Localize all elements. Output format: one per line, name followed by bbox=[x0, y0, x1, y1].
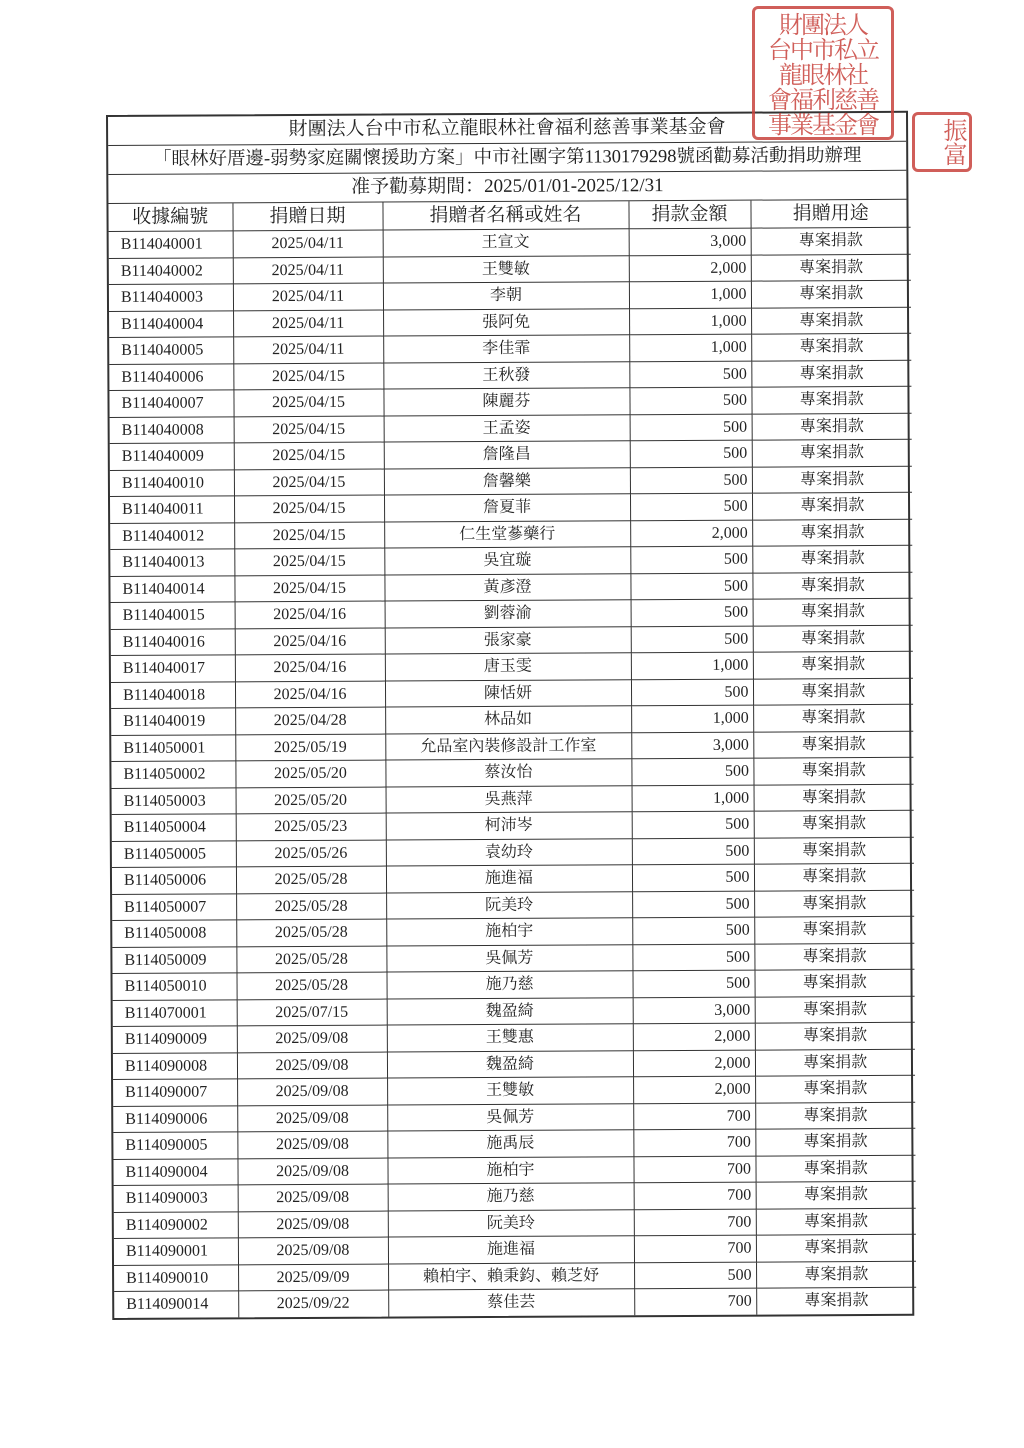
cell-donation-date: 2025/09/08 bbox=[237, 1078, 387, 1105]
cell-purpose: 專案捐款 bbox=[752, 519, 912, 546]
table-row bbox=[113, 1075, 915, 1106]
cell-donor-name: 吳燕萍 bbox=[386, 785, 632, 813]
cell-receipt-number: B114090010 bbox=[114, 1264, 238, 1291]
cell-receipt-number: B114040014 bbox=[110, 575, 234, 602]
cell-purpose: 專案捐款 bbox=[752, 466, 912, 493]
cell-receipt-number: B114090003 bbox=[114, 1185, 238, 1212]
cell-purpose: 專案捐款 bbox=[751, 386, 911, 413]
cell-donation-date: 2025/04/15 bbox=[233, 363, 383, 390]
table-row bbox=[113, 1102, 915, 1133]
cell-donor-name: 允品室內裝修設計工作室 bbox=[385, 732, 631, 760]
cell-amount: 1,000 bbox=[632, 785, 754, 812]
cell-receipt-number: B114040017 bbox=[111, 655, 235, 682]
cell-amount: 1,000 bbox=[629, 308, 751, 335]
cell-receipt-number: B114090005 bbox=[113, 1132, 237, 1159]
cell-amount: 500 bbox=[630, 440, 752, 467]
cell-amount: 700 bbox=[634, 1182, 756, 1209]
cell-purpose: 專案捐款 bbox=[753, 757, 913, 784]
cell-receipt-number: B114040013 bbox=[110, 549, 234, 576]
cell-donor-name: 阮美玲 bbox=[386, 891, 632, 919]
table-row bbox=[111, 598, 913, 629]
table-row bbox=[109, 360, 911, 391]
cell-donor-name: 蔡佳芸 bbox=[388, 1289, 634, 1316]
table-row bbox=[112, 943, 914, 974]
cell-donation-date: 2025/04/16 bbox=[235, 654, 385, 681]
cell-amount: 500 bbox=[630, 546, 752, 573]
cell-donor-name: 劉蓉渝 bbox=[385, 600, 631, 628]
cell-donation-date: 2025/09/08 bbox=[237, 1052, 387, 1079]
cell-donation-date: 2025/05/28 bbox=[236, 919, 386, 946]
cell-purpose: 專案捐款 bbox=[754, 890, 914, 917]
table-row bbox=[113, 1022, 915, 1053]
cell-amount: 700 bbox=[633, 1103, 755, 1130]
table-row bbox=[110, 545, 912, 576]
cell-donation-date: 2025/05/26 bbox=[236, 840, 386, 867]
cell-amount: 3,000 bbox=[633, 997, 755, 1024]
cell-receipt-number: B114070001 bbox=[113, 999, 237, 1026]
table-row bbox=[110, 572, 912, 603]
cell-amount: 1,000 bbox=[629, 281, 751, 308]
cell-donation-date: 2025/05/23 bbox=[236, 813, 386, 840]
table-row bbox=[112, 837, 914, 868]
cell-receipt-number: B114090014 bbox=[114, 1291, 238, 1318]
cell-purpose: 專案捐款 bbox=[755, 996, 915, 1023]
cell-donor-name: 施乃慈 bbox=[386, 971, 632, 999]
table-row bbox=[114, 1261, 916, 1292]
cell-donor-name: 施柏宇 bbox=[386, 918, 632, 946]
cell-amount: 500 bbox=[631, 679, 753, 706]
cell-receipt-number: B114040002 bbox=[109, 257, 233, 284]
cell-donor-name: 李佳霏 bbox=[383, 335, 629, 363]
cell-donor-name: 李朝 bbox=[383, 282, 629, 310]
table-row bbox=[111, 651, 913, 682]
cell-donor-name: 王秋發 bbox=[383, 361, 629, 389]
cell-receipt-number: B114040001 bbox=[109, 231, 233, 258]
cell-donor-name: 黃彥澄 bbox=[384, 573, 630, 601]
cell-donation-date: 2025/04/11 bbox=[233, 257, 383, 284]
cell-receipt-number: B114040010 bbox=[110, 469, 234, 496]
cell-donation-date: 2025/09/08 bbox=[238, 1237, 388, 1264]
cell-amount: 1,000 bbox=[629, 334, 751, 361]
cell-donation-date: 2025/04/15 bbox=[234, 495, 384, 522]
table-row bbox=[113, 996, 915, 1027]
table-row bbox=[109, 280, 911, 311]
cell-donor-name: 王宣文 bbox=[383, 229, 629, 257]
cell-purpose: 專案捐款 bbox=[756, 1234, 916, 1261]
table-row bbox=[112, 784, 914, 815]
cell-donor-name: 張阿免 bbox=[383, 308, 629, 336]
cell-purpose: 專案捐款 bbox=[756, 1261, 916, 1288]
table-row bbox=[112, 890, 914, 921]
cell-receipt-number: B114040005 bbox=[109, 337, 233, 364]
cell-donor-name: 張家豪 bbox=[385, 626, 631, 654]
cell-amount: 500 bbox=[632, 917, 754, 944]
cell-donation-date: 2025/05/28 bbox=[236, 866, 386, 893]
cell-donor-name: 王雙惠 bbox=[387, 1024, 633, 1052]
cell-donor-name: 詹馨樂 bbox=[384, 467, 630, 495]
cell-donor-name: 賴柏宇、賴秉鈞、賴芝妤 bbox=[388, 1262, 634, 1290]
header-amount: 捐款金額 bbox=[628, 201, 750, 229]
cell-amount: 500 bbox=[631, 758, 753, 785]
organization-seal-stamp: 財團法人 台中市私立 龍眼林社 會福利慈善 事業基金會 bbox=[752, 6, 894, 140]
table-row bbox=[113, 1128, 915, 1159]
table-row bbox=[112, 810, 914, 841]
cell-donation-date: 2025/04/15 bbox=[234, 442, 384, 469]
cell-purpose: 專案捐款 bbox=[753, 598, 913, 625]
cell-purpose: 專案捐款 bbox=[752, 439, 912, 466]
table-row bbox=[113, 1155, 915, 1186]
cell-donor-name: 吳佩芳 bbox=[387, 1103, 633, 1131]
cell-receipt-number: B114040003 bbox=[109, 284, 233, 311]
table-row bbox=[109, 307, 911, 338]
table-row bbox=[111, 678, 913, 709]
cell-receipt-number: B114040007 bbox=[109, 390, 233, 417]
cell-receipt-number: B114040018 bbox=[111, 681, 235, 708]
cell-receipt-number: B114090004 bbox=[113, 1158, 237, 1185]
table-row bbox=[113, 1049, 915, 1080]
cell-donor-name: 魏盈綺 bbox=[387, 1050, 633, 1078]
cell-donation-date: 2025/09/08 bbox=[237, 1131, 387, 1158]
cell-receipt-number: B114090007 bbox=[113, 1079, 237, 1106]
table-row bbox=[111, 704, 913, 735]
cell-amount: 2,000 bbox=[633, 1023, 755, 1050]
cell-amount: 500 bbox=[630, 414, 752, 441]
cell-receipt-number: B114090001 bbox=[114, 1238, 238, 1265]
header-purpose: 捐贈用途 bbox=[750, 200, 910, 228]
cell-amount: 500 bbox=[631, 599, 753, 626]
cell-amount: 500 bbox=[632, 811, 754, 838]
table-row bbox=[110, 519, 912, 550]
cell-receipt-number: B114090002 bbox=[114, 1211, 238, 1238]
cell-amount: 2,000 bbox=[629, 255, 751, 282]
cell-donor-name: 林品如 bbox=[385, 706, 631, 734]
cell-donor-name: 蔡汝怡 bbox=[385, 759, 631, 787]
table-row bbox=[112, 969, 914, 1000]
cell-receipt-number: B114050009 bbox=[112, 946, 236, 973]
cell-donation-date: 2025/04/15 bbox=[234, 416, 384, 443]
cell-receipt-number: B114090006 bbox=[113, 1105, 237, 1132]
document-subtitle: 「眼林好厝邊-弱勢家庭關懷援助方案」中市社團字第1130179298號函勸募活動捐助辦理 bbox=[108, 142, 906, 175]
cell-receipt-number: B114040008 bbox=[110, 416, 234, 443]
header-receipt-number: 收據編號 bbox=[108, 203, 232, 231]
cell-amount: 3,000 bbox=[629, 228, 751, 255]
table-row bbox=[111, 731, 913, 762]
cell-purpose: 專案捐款 bbox=[755, 1155, 915, 1182]
cell-amount: 500 bbox=[632, 970, 754, 997]
cell-receipt-number: B114090009 bbox=[113, 1026, 237, 1053]
cell-donation-date: 2025/05/28 bbox=[236, 946, 386, 973]
table-row bbox=[109, 254, 911, 285]
cell-receipt-number: B114050010 bbox=[112, 973, 236, 1000]
cell-purpose: 專案捐款 bbox=[756, 1181, 916, 1208]
cell-donation-date: 2025/04/11 bbox=[233, 310, 383, 337]
cell-donation-date: 2025/09/08 bbox=[238, 1211, 388, 1238]
cell-donor-name: 施禹辰 bbox=[387, 1130, 633, 1158]
cell-receipt-number: B114090008 bbox=[113, 1052, 237, 1079]
cell-purpose: 專案捐款 bbox=[754, 863, 914, 890]
cell-amount: 500 bbox=[629, 361, 751, 388]
cell-donor-name: 施進福 bbox=[386, 865, 632, 893]
cell-receipt-number: B114050002 bbox=[111, 761, 235, 788]
cell-purpose: 專案捐款 bbox=[753, 678, 913, 705]
table-row bbox=[114, 1181, 916, 1212]
cell-donor-name: 詹夏菲 bbox=[384, 494, 630, 522]
cell-donor-name: 唐玉雯 bbox=[385, 653, 631, 681]
cell-purpose: 專案捐款 bbox=[751, 254, 911, 281]
cell-purpose: 專案捐款 bbox=[754, 837, 914, 864]
cell-donation-date: 2025/05/19 bbox=[235, 734, 385, 761]
cell-donation-date: 2025/04/16 bbox=[235, 681, 385, 708]
cell-purpose: 專案捐款 bbox=[755, 1022, 915, 1049]
cell-donation-date: 2025/04/15 bbox=[234, 469, 384, 496]
cell-purpose: 專案捐款 bbox=[754, 916, 914, 943]
table-row bbox=[112, 916, 914, 947]
cell-receipt-number: B114040009 bbox=[110, 443, 234, 470]
cell-amount: 500 bbox=[632, 864, 754, 891]
cell-donor-name: 詹隆昌 bbox=[384, 441, 630, 469]
cell-donor-name: 袁幼玲 bbox=[386, 838, 632, 866]
cell-donation-date: 2025/09/08 bbox=[237, 1158, 387, 1185]
cell-donor-name: 施乃慈 bbox=[388, 1183, 634, 1211]
document-title: 財團法人台中市私立龍眼林社會福利慈善事業基金會 bbox=[108, 113, 906, 146]
cell-donation-date: 2025/04/15 bbox=[234, 548, 384, 575]
cell-amount: 700 bbox=[634, 1288, 756, 1315]
cell-donation-date: 2025/07/15 bbox=[237, 999, 387, 1026]
cell-donation-date: 2025/05/28 bbox=[236, 893, 386, 920]
cell-donation-date: 2025/09/08 bbox=[238, 1184, 388, 1211]
cell-amount: 1,000 bbox=[631, 652, 753, 679]
table-row bbox=[114, 1208, 916, 1239]
cell-receipt-number: B114040012 bbox=[110, 522, 234, 549]
cell-receipt-number: B114050007 bbox=[112, 893, 236, 920]
header-donation-date: 捐贈日期 bbox=[232, 203, 382, 231]
cell-purpose: 專案捐款 bbox=[751, 280, 911, 307]
cell-donation-date: 2025/04/15 bbox=[234, 575, 384, 602]
cell-donor-name: 施進福 bbox=[388, 1236, 634, 1264]
cell-donor-name: 陳恬妍 bbox=[385, 679, 631, 707]
cell-donation-date: 2025/05/20 bbox=[235, 760, 385, 787]
cell-purpose: 專案捐款 bbox=[754, 784, 914, 811]
cell-donation-date: 2025/04/16 bbox=[235, 628, 385, 655]
cell-purpose: 專案捐款 bbox=[753, 731, 913, 758]
table-row bbox=[111, 757, 913, 788]
cell-purpose: 專案捐款 bbox=[755, 1075, 915, 1102]
cell-donor-name: 吳佩芳 bbox=[386, 944, 632, 972]
cell-purpose: 專案捐款 bbox=[753, 704, 913, 731]
cell-purpose: 專案捐款 bbox=[754, 810, 914, 837]
cell-purpose: 專案捐款 bbox=[755, 1128, 915, 1155]
cell-purpose: 專案捐款 bbox=[756, 1208, 916, 1235]
cell-donor-name: 王雙敏 bbox=[383, 255, 629, 283]
cell-receipt-number: B114040006 bbox=[109, 363, 233, 390]
cell-amount: 700 bbox=[634, 1235, 756, 1262]
cell-donor-name: 柯沛岑 bbox=[386, 812, 632, 840]
cell-purpose: 專案捐款 bbox=[752, 492, 912, 519]
cell-donor-name: 陳麗芬 bbox=[383, 388, 629, 416]
donation-record-document bbox=[106, 111, 914, 1320]
cell-donation-date: 2025/05/28 bbox=[236, 972, 386, 999]
cell-receipt-number: B114040016 bbox=[111, 628, 235, 655]
cell-donor-name: 施柏宇 bbox=[387, 1156, 633, 1184]
donation-table bbox=[108, 200, 916, 1318]
table-header-row bbox=[108, 200, 910, 232]
cell-donation-date: 2025/05/20 bbox=[236, 787, 386, 814]
cell-purpose: 專案捐款 bbox=[751, 333, 911, 360]
cell-purpose: 專案捐款 bbox=[752, 572, 912, 599]
cell-receipt-number: B114040019 bbox=[111, 708, 235, 735]
cell-amount: 3,000 bbox=[631, 732, 753, 759]
header-donor-name: 捐贈者名稱或姓名 bbox=[382, 201, 628, 230]
cell-receipt-number: B114050008 bbox=[112, 920, 236, 947]
cell-donation-date: 2025/04/11 bbox=[233, 283, 383, 310]
cell-amount: 500 bbox=[630, 467, 752, 494]
cell-donor-name: 吳宜璇 bbox=[384, 547, 630, 575]
cell-receipt-number: B114050004 bbox=[112, 814, 236, 841]
cell-receipt-number: B114040011 bbox=[110, 496, 234, 523]
cell-donation-date: 2025/09/08 bbox=[237, 1025, 387, 1052]
table-row bbox=[110, 439, 912, 470]
cell-donation-date: 2025/04/15 bbox=[233, 389, 383, 416]
cell-purpose: 專案捐款 bbox=[751, 360, 911, 387]
table-row bbox=[110, 492, 912, 523]
cell-amount: 500 bbox=[629, 387, 751, 414]
cell-donor-name: 王雙敏 bbox=[387, 1077, 633, 1105]
cell-amount: 500 bbox=[631, 626, 753, 653]
table-row bbox=[109, 227, 911, 258]
cell-purpose: 專案捐款 bbox=[754, 943, 914, 970]
cell-donor-name: 魏盈綺 bbox=[387, 997, 633, 1025]
table-row bbox=[109, 333, 911, 364]
cell-donor-name: 阮美玲 bbox=[388, 1209, 634, 1237]
cell-donation-date: 2025/04/11 bbox=[233, 336, 383, 363]
cell-purpose: 專案捐款 bbox=[755, 1049, 915, 1076]
cell-purpose: 專案捐款 bbox=[754, 969, 914, 996]
cell-amount: 500 bbox=[632, 944, 754, 971]
table-row bbox=[112, 863, 914, 894]
personal-seal-stamp: 振富 bbox=[912, 112, 972, 172]
cell-purpose: 專案捐款 bbox=[753, 625, 913, 652]
cell-purpose: 專案捐款 bbox=[755, 1102, 915, 1129]
table-row bbox=[111, 625, 913, 656]
cell-amount: 2,000 bbox=[630, 520, 752, 547]
cell-receipt-number: B114040004 bbox=[109, 310, 233, 337]
table-row bbox=[110, 413, 912, 444]
cell-purpose: 專案捐款 bbox=[751, 307, 911, 334]
cell-purpose: 專案捐款 bbox=[752, 545, 912, 572]
table-row bbox=[110, 466, 912, 497]
cell-receipt-number: B114040015 bbox=[111, 602, 235, 629]
cell-amount: 2,000 bbox=[633, 1076, 755, 1103]
cell-donation-date: 2025/04/16 bbox=[235, 601, 385, 628]
table-row bbox=[114, 1287, 916, 1317]
cell-amount: 700 bbox=[633, 1129, 755, 1156]
cell-amount: 700 bbox=[633, 1156, 755, 1183]
cell-amount: 700 bbox=[634, 1209, 756, 1236]
cell-donation-date: 2025/04/11 bbox=[233, 230, 383, 257]
cell-amount: 500 bbox=[632, 891, 754, 918]
cell-purpose: 專案捐款 bbox=[753, 651, 913, 678]
cell-amount: 1,000 bbox=[631, 705, 753, 732]
cell-donor-name: 仁生堂蔘藥行 bbox=[384, 520, 630, 548]
cell-donation-date: 2025/09/22 bbox=[238, 1290, 388, 1317]
cell-donation-date: 2025/04/28 bbox=[235, 707, 385, 734]
cell-purpose: 專案捐款 bbox=[752, 413, 912, 440]
cell-receipt-number: B114050001 bbox=[111, 734, 235, 761]
cell-donor-name: 王孟姿 bbox=[384, 414, 630, 442]
cell-amount: 500 bbox=[630, 573, 752, 600]
cell-amount: 500 bbox=[630, 493, 752, 520]
cell-donation-date: 2025/04/15 bbox=[234, 522, 384, 549]
cell-receipt-number: B114050003 bbox=[112, 787, 236, 814]
cell-amount: 500 bbox=[634, 1262, 756, 1289]
table-row bbox=[114, 1234, 916, 1265]
cell-purpose: 專案捐款 bbox=[751, 227, 911, 254]
cell-receipt-number: B114050006 bbox=[112, 867, 236, 894]
cell-donation-date: 2025/09/09 bbox=[238, 1264, 388, 1291]
cell-amount: 2,000 bbox=[633, 1050, 755, 1077]
cell-purpose: 專案捐款 bbox=[756, 1287, 916, 1314]
cell-donation-date: 2025/09/08 bbox=[237, 1105, 387, 1132]
cell-amount: 500 bbox=[632, 838, 754, 865]
table-row bbox=[109, 386, 911, 417]
cell-receipt-number: B114050005 bbox=[112, 840, 236, 867]
fundraising-period: 准予勸募期間：2025/01/01-2025/12/31 bbox=[108, 171, 906, 204]
